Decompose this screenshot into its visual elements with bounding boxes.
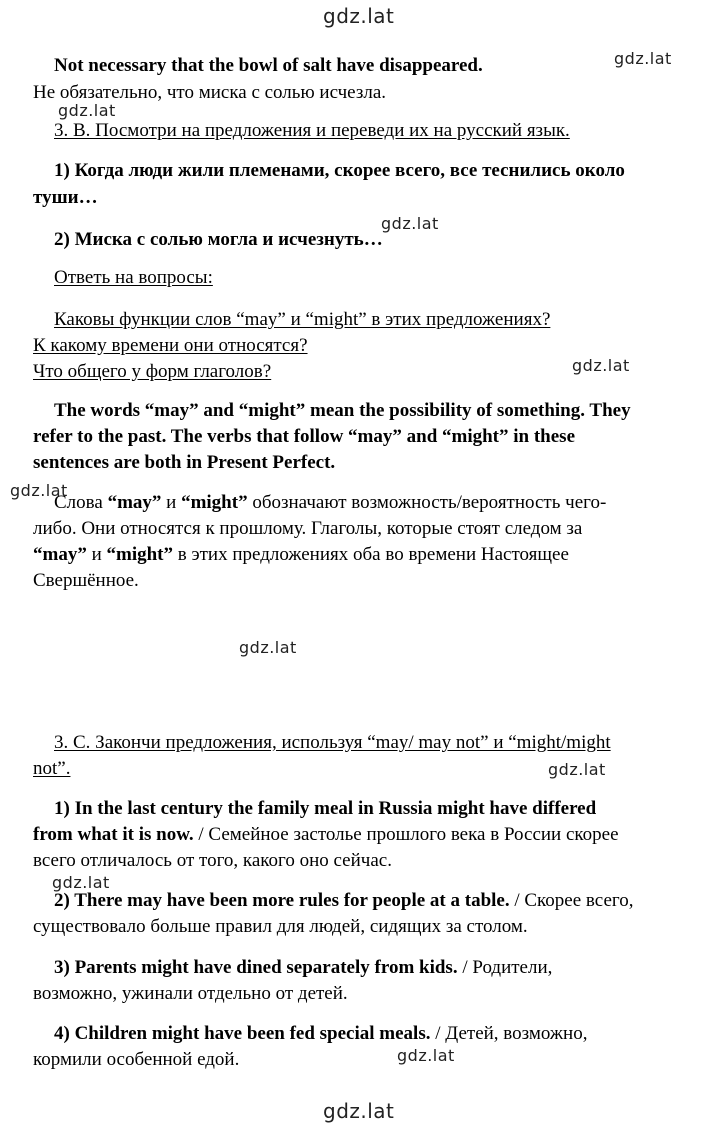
item-4-line-1: 4) Children might have been fed special meals. / Детей, возможно,: [54, 1023, 588, 1044]
question-1: Каковы функции слов “may” и “might” в этих предложениях?: [54, 309, 551, 330]
answer-en-line-1: The words “may” and “might” mean the possibility of something. They: [54, 400, 631, 421]
task-3b-sentence-1-cont: туши…: [33, 187, 98, 208]
watermark: gdz.lat: [58, 101, 116, 120]
watermark: gdz.lat: [323, 4, 395, 28]
task-3b-sentence-1: 1) Когда люди жили племенами, скорее всего, все теснились около: [54, 160, 625, 181]
answer-ru-line-1: Слова “may” и “might” обозначают возможность/вероятность чего-: [54, 492, 607, 513]
watermark: gdz.lat: [10, 481, 68, 500]
question-3: Что общего у форм глаголов?: [33, 361, 272, 382]
answer-ru-line-4: Свершённое.: [33, 570, 139, 591]
item-2-line-1: 2) There may have been more rules for people at a table. / Скорее всего,: [54, 890, 634, 911]
watermark: gdz.lat: [397, 1046, 455, 1065]
task-3c-heading: 3. C. Закончи предложения, используя “may/ may not” и “might/might: [54, 732, 611, 753]
item-3-line-1: 3) Parents might have dined separately from kids. / Родители,: [54, 957, 553, 978]
item-1-line-1: 1) In the last century the family meal in Russia might have differed: [54, 798, 597, 819]
answer-prompt: Ответь на вопросы:: [54, 267, 213, 288]
watermark: gdz.lat: [52, 873, 110, 892]
item-4-line-2: кормили особенной едой.: [33, 1049, 240, 1070]
answer-ru-line-3: “may” и “might” в этих предложениях оба во времени Настоящее: [33, 544, 569, 565]
watermark: gdz.lat: [239, 638, 297, 657]
item-2-line-2: существовало больше правил для людей, сидящих за столом.: [33, 916, 528, 937]
item-3-line-2: возможно, ужинали отдельно от детей.: [33, 983, 348, 1004]
answer-ru-1: Не обязательно, что миска с солью исчезла.: [33, 82, 387, 103]
question-2: К какому времени они относятся?: [33, 335, 308, 356]
answer-en-1: Not necessary that the bowl of salt have disappeared.: [54, 55, 483, 76]
task-3b-sentence-2: 2) Миска с солью могла и исчезнуть…: [54, 229, 383, 250]
watermark: gdz.lat: [548, 760, 606, 779]
watermark: gdz.lat: [614, 49, 672, 68]
watermark: gdz.lat: [572, 356, 630, 375]
answer-en-line-3: sentences are both in Present Perfect.: [33, 452, 336, 473]
task-3b-heading: 3. B. Посмотри на предложения и переведи их на русский язык.: [54, 120, 570, 141]
item-1-line-3: всего отличалось от того, какого оно сейчас.: [33, 850, 392, 871]
answer-en-line-2: refer to the past. The verbs that follow “may” and “might” in these: [33, 426, 576, 447]
answer-ru-line-2: либо. Они относятся к прошлому. Глаголы, которые стоят следом за: [33, 518, 583, 539]
task-3c-heading-cont: not”.: [33, 758, 71, 779]
item-1-line-2: from what it is now. / Семейное застолье прошлого века в России скорее: [33, 824, 619, 845]
watermark: gdz.lat: [323, 1099, 395, 1123]
watermark: gdz.lat: [381, 214, 439, 233]
